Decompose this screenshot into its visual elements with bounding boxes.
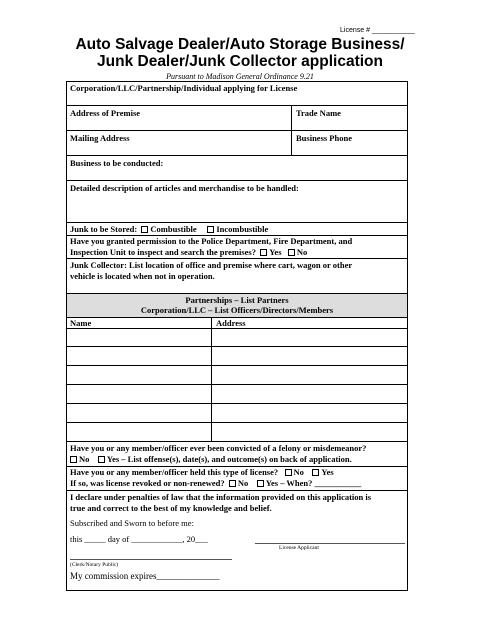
partners-heading-line1: Partnerships – List Partners xyxy=(185,295,289,305)
junk-stored-label: Junk to be Stored: xyxy=(70,224,138,234)
permission-yes-checkbox[interactable] xyxy=(260,249,267,256)
held-row xyxy=(70,467,334,478)
held-no-label: No xyxy=(293,467,304,477)
combustible-checkbox[interactable] xyxy=(141,226,148,233)
held-yes-checkbox[interactable] xyxy=(312,469,319,476)
held-line1: Have you or any member/officer held this type of license? xyxy=(70,467,279,477)
column-name-header: Name xyxy=(70,318,92,328)
felony-no-label: No xyxy=(79,454,90,464)
business-conducted-label: Business to be conducted: xyxy=(70,158,164,168)
declaration-line2: true and correct to the best of my knowledge and belief. xyxy=(70,503,272,513)
revoked-yes-label: Yes – When? ___________ xyxy=(265,478,362,488)
incombustible-checkbox[interactable] xyxy=(207,226,214,233)
revoked-no-checkbox[interactable] xyxy=(229,480,236,487)
permission-no-label: No xyxy=(296,247,308,257)
date-line: this _____ day of ____________, 20___ xyxy=(70,534,208,544)
declaration-line1: I declare under penalties of law that the information provided on this application is xyxy=(70,492,372,502)
incombustible-label: Incombustible xyxy=(216,224,269,234)
felony-yes-label: Yes – List offense(s), date(s), and outcome(s) on back of application. xyxy=(106,454,352,464)
page-title-line1: Auto Salvage Dealer/Auto Storage Business/ xyxy=(75,36,405,53)
license-number-label: License # ___________ xyxy=(340,27,415,34)
commission-expires-label: My commission expires______________ xyxy=(70,571,220,581)
mailing-address-label: Mailing Address xyxy=(70,133,130,143)
felony-row xyxy=(70,454,352,465)
permission-row xyxy=(70,247,307,258)
revoked-yes-checkbox[interactable] xyxy=(257,480,264,487)
subscribed-label: Subscribed and Sworn to before me: xyxy=(70,518,194,528)
permission-no-checkbox[interactable] xyxy=(288,249,295,256)
column-address-header: Address xyxy=(216,318,246,328)
collector-line2: vehicle is located when not in operation. xyxy=(70,271,215,281)
license-applicant-label: License Applicant xyxy=(279,545,319,551)
collector-line1: Junk Collector: List location of office and premise where cart, wagon or other xyxy=(70,260,353,270)
held-no-checkbox[interactable] xyxy=(285,469,292,476)
felony-no-checkbox[interactable] xyxy=(70,456,77,463)
permission-yes-label: Yes xyxy=(269,247,282,257)
application-form xyxy=(66,81,408,591)
clerk-notary-label: (Clerk/Notary Public) xyxy=(70,562,119,568)
junk-stored-row xyxy=(70,224,268,235)
held-yes-label: Yes xyxy=(321,467,334,477)
felony-line1: Have you or any member/officer ever been convicted of a felony or misdemeanor? xyxy=(70,443,367,453)
trade-name-label: Trade Name xyxy=(296,108,341,118)
permission-line2: Inspection Unit to inspect and search the premises? xyxy=(70,247,256,257)
business-phone-label: Business Phone xyxy=(296,133,352,143)
revoked-row xyxy=(70,478,361,489)
combustible-label: Combustible xyxy=(150,224,197,234)
revoked-no-label: No xyxy=(237,478,249,488)
applicant-label: Corporation/LLC/Partnership/Individual applying for License xyxy=(70,83,298,93)
permission-line1: Have you granted permission to the Police Department, Fire Department, and xyxy=(70,236,353,246)
address-premise-label: Address of Premise xyxy=(70,108,141,118)
felony-yes-checkbox[interactable] xyxy=(98,456,105,463)
applicant-signature-line[interactable] xyxy=(255,543,405,544)
revoked-line: If so, was license revoked or non-renewed? xyxy=(70,478,225,488)
partners-heading-line2: Corporation/LLC – List Officers/Directors/Members xyxy=(140,305,334,315)
description-label: Detailed description of articles and merchandise to be handled: xyxy=(70,183,299,193)
page-title-line2: Junk Dealer/Junk Collector application xyxy=(97,53,383,70)
ordinance-subtitle: Pursuant to Madison General Ordinance 9.21 xyxy=(166,72,314,81)
